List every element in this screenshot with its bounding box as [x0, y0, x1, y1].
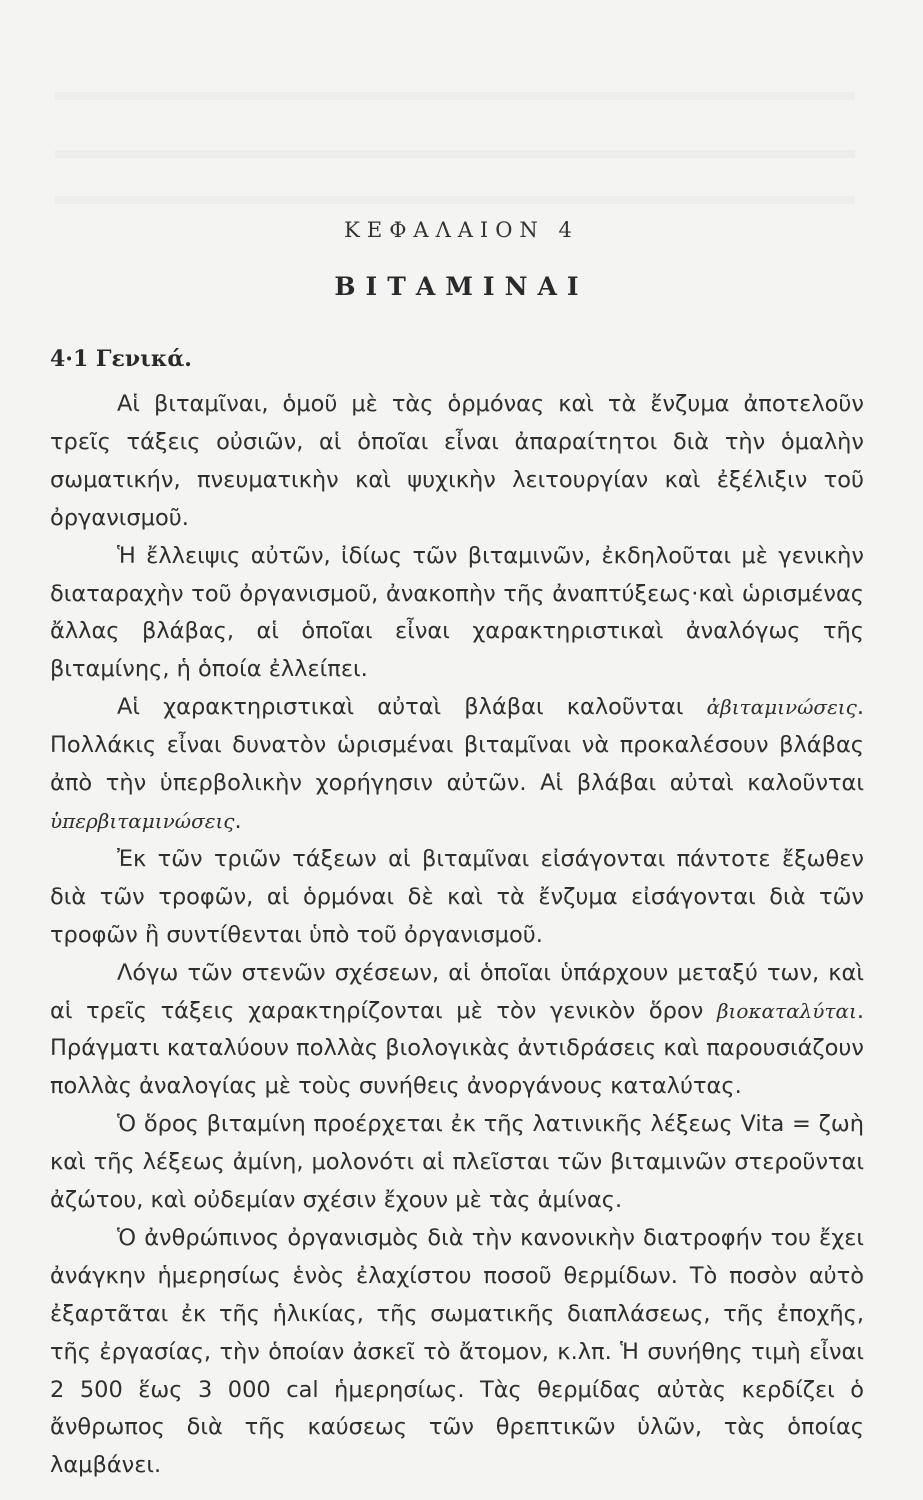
paragraph — [50, 955, 864, 1107]
paragraph-text: Ἡ ἔλλειψις αὐτῶν, ἰδίως τῶν βιταμινῶν, ἐκδηλοῦται μὲ γενικὴν διαταραχὴν τοῦ ὀργανισμοῦ, ἀνακοπὴν τῆς ἀναπτύξεως·καὶ ὡρισμένας ἄλλας βλάβας, αἱ ὁποῖαι εἶναι χαρακτηριστικαὶ ἀναλόγως τῆς βιταμίνης, ἡ ὁποία ἐλλείπει. — [50, 542, 864, 683]
body-text — [50, 386, 864, 1485]
italic-term: ὑπερβιταμινώσεις — [50, 808, 235, 833]
paragraph — [50, 1220, 864, 1485]
paragraph — [50, 538, 864, 690]
italic-term: βιοκαταλύται — [716, 998, 857, 1023]
show-through-text — [55, 196, 855, 204]
paragraph — [50, 841, 864, 955]
paragraph — [50, 1106, 864, 1220]
italic-term: ἀβιταμινώσεις — [706, 695, 857, 720]
paragraph-text: . Πολλάκις εἶναι δυνατὸν ὡρισμέναι βιταμῖναι νὰ προκαλέσουν βλάβας ἀπὸ τὴν ὑπερβολικὴν χορήγησιν αὐτῶν. Αἱ βλάβαι αὐταὶ καλοῦνται — [50, 694, 864, 797]
paragraph-text: Ὁ ὅρος βιταμίνη προέρχεται ἐκ τῆς λατινικῆς λέξεως Vita = ζωὴ καὶ τῆς λέξεως ἀμίνη, μολονότι αἱ πλεῖσται τῶν βιταμινῶν στεροῦνται ἀζώτου, καὶ οὐδεμίαν σχέσιν ἔχουν μὲ τὰς ἀμίνας. — [50, 1111, 864, 1214]
paragraph-text: Αἱ βιταμῖναι, ὁμοῦ μὲ τὰς ὁρμόνας καὶ τὰ ἔνζυμα ἀποτελοῦν τρεῖς τάξεις οὐσιῶν, αἱ ὁποῖαι εἶναι ἀπαραίτητοι διὰ τὴν ὁμαλὴν σωματικήν, πνευματικὴν καὶ ψυχικὴν λειτουργίαν καὶ ἐξέλιξιν τοῦ ὀργανισμοῦ. — [50, 391, 864, 531]
paragraph-text: Αἱ χαρακτηριστικαὶ αὐταὶ βλάβαι καλοῦνται — [117, 694, 707, 721]
chapter-label: ΚΕΦΑΛΑΙΟΝ 4 — [344, 218, 579, 242]
paragraph-text: . Πράγματι καταλύουν πολλὰς βιολογικὰς ἀντιδράσεις καὶ παρουσιάζουν πολλὰς ἀναλογίας μὲ τοὺς συνήθεις ἀνοργάνους καταλύτας. — [50, 997, 864, 1100]
show-through-text — [55, 150, 855, 158]
paragraph-text: Ὁ ἀνθρώπινος ὀργανισμὸς διὰ τὴν κανονικὴν διατροφήν του ἔχει ἀνάγκην ἡμερησίως ἑνὸς ἐλαχίστου ποσοῦ θερμίδων. Τὸ ποσὸν αὐτὸ ἐξαρτᾶται ἐκ τῆς ἡλικίας, τῆς σωματικῆς διαπλάσεως, τῆς ἐποχῆς, τῆς ἐργασίας, τὴν ὁποίαν ἀσκεῖ τὸ ἄτομον, κ.λπ. Ἡ συνήθης τιμὴ εἶναι 2 500 ἕως 3 000 cal ἡμερησίως. Τὰς θερμίδας αὐτὰς κερδίζει ὁ ἄνθρωπος διὰ τῆς καύσεως τῶν θρεπτικῶν ὑλῶν, τὰς ὁποίας λαμβάνει. — [50, 1224, 864, 1479]
paragraph — [50, 386, 864, 538]
section-heading: 4·1 Γενικά. — [50, 346, 192, 372]
paragraph-text: Ἐκ τῶν τριῶν τάξεων αἱ βιταμῖναι εἰσάγονται πάντοτε ἔξωθεν διὰ τῶν τροφῶν, αἱ ὁρμόναι δὲ καὶ τὰ ἔνζυμα εἰσάγονται διὰ τῶν τροφῶν ἢ συντίθενται ὑπὸ τοῦ ὀργανισμοῦ. — [50, 845, 864, 948]
show-through-text — [55, 92, 855, 100]
paragraph — [50, 689, 864, 841]
paragraph-text: . — [234, 807, 242, 834]
paragraph-text: Λόγω τῶν στενῶν σχέσεων, αἱ ὁποῖαι ὑπάρχουν μεταξύ των, καὶ αἱ τρεῖς τάξεις χαρακτηρίζονται μὲ τὸν γενικὸν ὅρον — [50, 959, 864, 1024]
chapter-title: ΒΙΤΑΜΙΝΑΙ — [334, 272, 589, 301]
